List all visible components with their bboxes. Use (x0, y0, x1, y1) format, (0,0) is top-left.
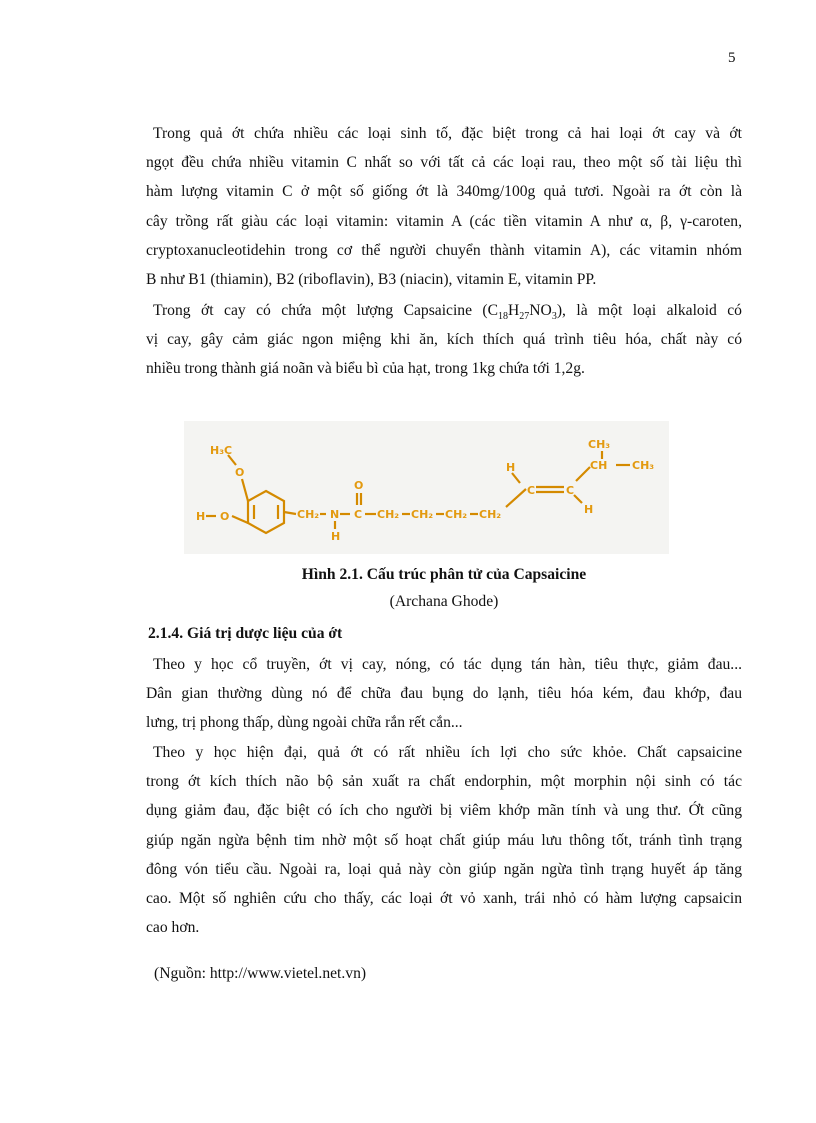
label-h: H (506, 461, 516, 474)
source-note: (Nguồn: http://www.vietel.net.vn) (154, 965, 367, 982)
label-c: C (527, 484, 536, 497)
label-c: C (354, 508, 363, 521)
text-line: đông vón tiểu cầu. Ngoài ra, loại quả này còn giúp ngăn ngừa tình trạng huyết áp tăng (146, 860, 742, 878)
bond (576, 467, 590, 481)
paragraph-vitamins (146, 119, 742, 294)
label-o: O (354, 479, 364, 492)
text-line-formula (146, 296, 742, 325)
label-o: O (220, 510, 230, 523)
text-line: ngọt đều chứa nhiều vitamin C nhất so với tất cả các loại rau, theo một số tài liệu thì (146, 154, 742, 172)
paragraph-modern-medicine (146, 738, 742, 942)
text-fragment: Trong ớt cay có chứa một lượng Capsaicine (C (153, 302, 499, 319)
text-line: nhiều trong thành giá noãn và biểu bì của hạt, trong 1kg chứa tới 1,2g. (146, 360, 585, 378)
label-ch3: CH₃ (632, 459, 655, 472)
label-c: C (566, 484, 575, 497)
text-line: trong ớt kích thích não bộ sản xuất ra chất endorphin, một morphin nội sinh có tác (146, 773, 742, 791)
label-ch2: CH₂ (377, 508, 400, 521)
bond (242, 479, 248, 501)
label-n: N (330, 508, 340, 521)
text-line: vị cay, gây cảm giác ngon miệng khi ăn, kích thích quá trình tiêu hóa, chất này có (146, 331, 742, 349)
bond (284, 512, 296, 514)
text-line: lưng, trị phong thấp, dùng ngoài chữa rắn rết cắn... (146, 714, 463, 732)
capsaicine-structure-figure (184, 421, 669, 554)
subscript: 18 (498, 311, 509, 323)
subscript: 27 (519, 311, 530, 323)
bond (512, 473, 520, 483)
label-ch2: CH₂ (445, 508, 468, 521)
label-ch: CH (590, 459, 608, 472)
text-fragment: NO (529, 302, 552, 319)
page-number: 5 (728, 50, 736, 66)
text-line: cao. Một số nghiên cứu cho thấy, các loại ớt vỏ xanh, trái nhỏ có hàm lượng capsaicin (146, 890, 742, 908)
paragraph-traditional-medicine (146, 650, 742, 738)
label-h: H (196, 510, 206, 523)
figure-caption-title: Hình 2.1. Cấu trúc phân tử của Capsaicine (301, 566, 587, 583)
text-fragment: H (508, 302, 520, 319)
label-ch2: CH₂ (297, 508, 320, 521)
figure-caption-source: (Archana Ghode) (389, 593, 499, 610)
bond (574, 495, 582, 503)
text-line: dụng giảm đau, đặc biệt có ích cho người bị viêm khớp mãn tính và ung thư. Ớt cũng (146, 802, 742, 820)
text-line: cây trồng rất giàu các loại vitamin: vitamin A (các tiền vitamin A như α, β, γ-caroten, (146, 212, 742, 230)
text-line: hàm lượng vitamin C ở một số giống ớt là 340mg/100g quả tươi. Ngoài ra ớt còn là (146, 183, 742, 201)
molecule-diagram (184, 421, 669, 554)
label-o: O (235, 466, 245, 479)
text-line: Trong quả ớt chứa nhiều các loại sinh tố, đặc biệt trong cả hai loại ớt cay và ớt (153, 125, 742, 142)
text-line: cryptoxanucleotidehin trong cơ thể người chuyển thành vitamin A), các vitamin nhóm (146, 241, 742, 259)
label-ch2: CH₂ (411, 508, 434, 521)
label-h: H (584, 503, 594, 516)
text-fragment: ), là một loại alkaloid có (556, 302, 742, 319)
bond (506, 489, 526, 507)
subscript: 3 (551, 311, 557, 323)
text-line: Dân gian thường dùng nó để chữa đau bụng do lạnh, tiêu hóa kém, đau khớp, đau (146, 685, 742, 703)
text-line: giúp ngăn ngừa bệnh tim nhờ một số hoạt chất giúp máu lưu thông tốt, tránh tình trạng (146, 831, 742, 849)
text-line: cao hơn. (146, 919, 200, 937)
label-h3c: H₃C (210, 444, 233, 457)
text-line: Theo y học cổ truyền, ớt vị cay, nóng, có tác dụng tán hàn, tiêu thực, giảm đau... (153, 656, 742, 673)
paragraph-capsaicine (146, 296, 742, 384)
text-line: Theo y học hiện đại, quả ớt có rất nhiều ích lợi cho sức khỏe. Chất capsaicine (153, 744, 742, 761)
bond (232, 516, 248, 523)
section-heading: 2.1.4. Giá trị dược liệu của ớt (148, 625, 343, 642)
label-h: H (331, 530, 341, 543)
label-ch2: CH₂ (479, 508, 502, 521)
label-ch3: CH₃ (588, 438, 611, 451)
text-line: B như B1 (thiamin), B2 (riboflavin), B3 (niacin), vitamin E, vitamin PP. (146, 271, 597, 289)
